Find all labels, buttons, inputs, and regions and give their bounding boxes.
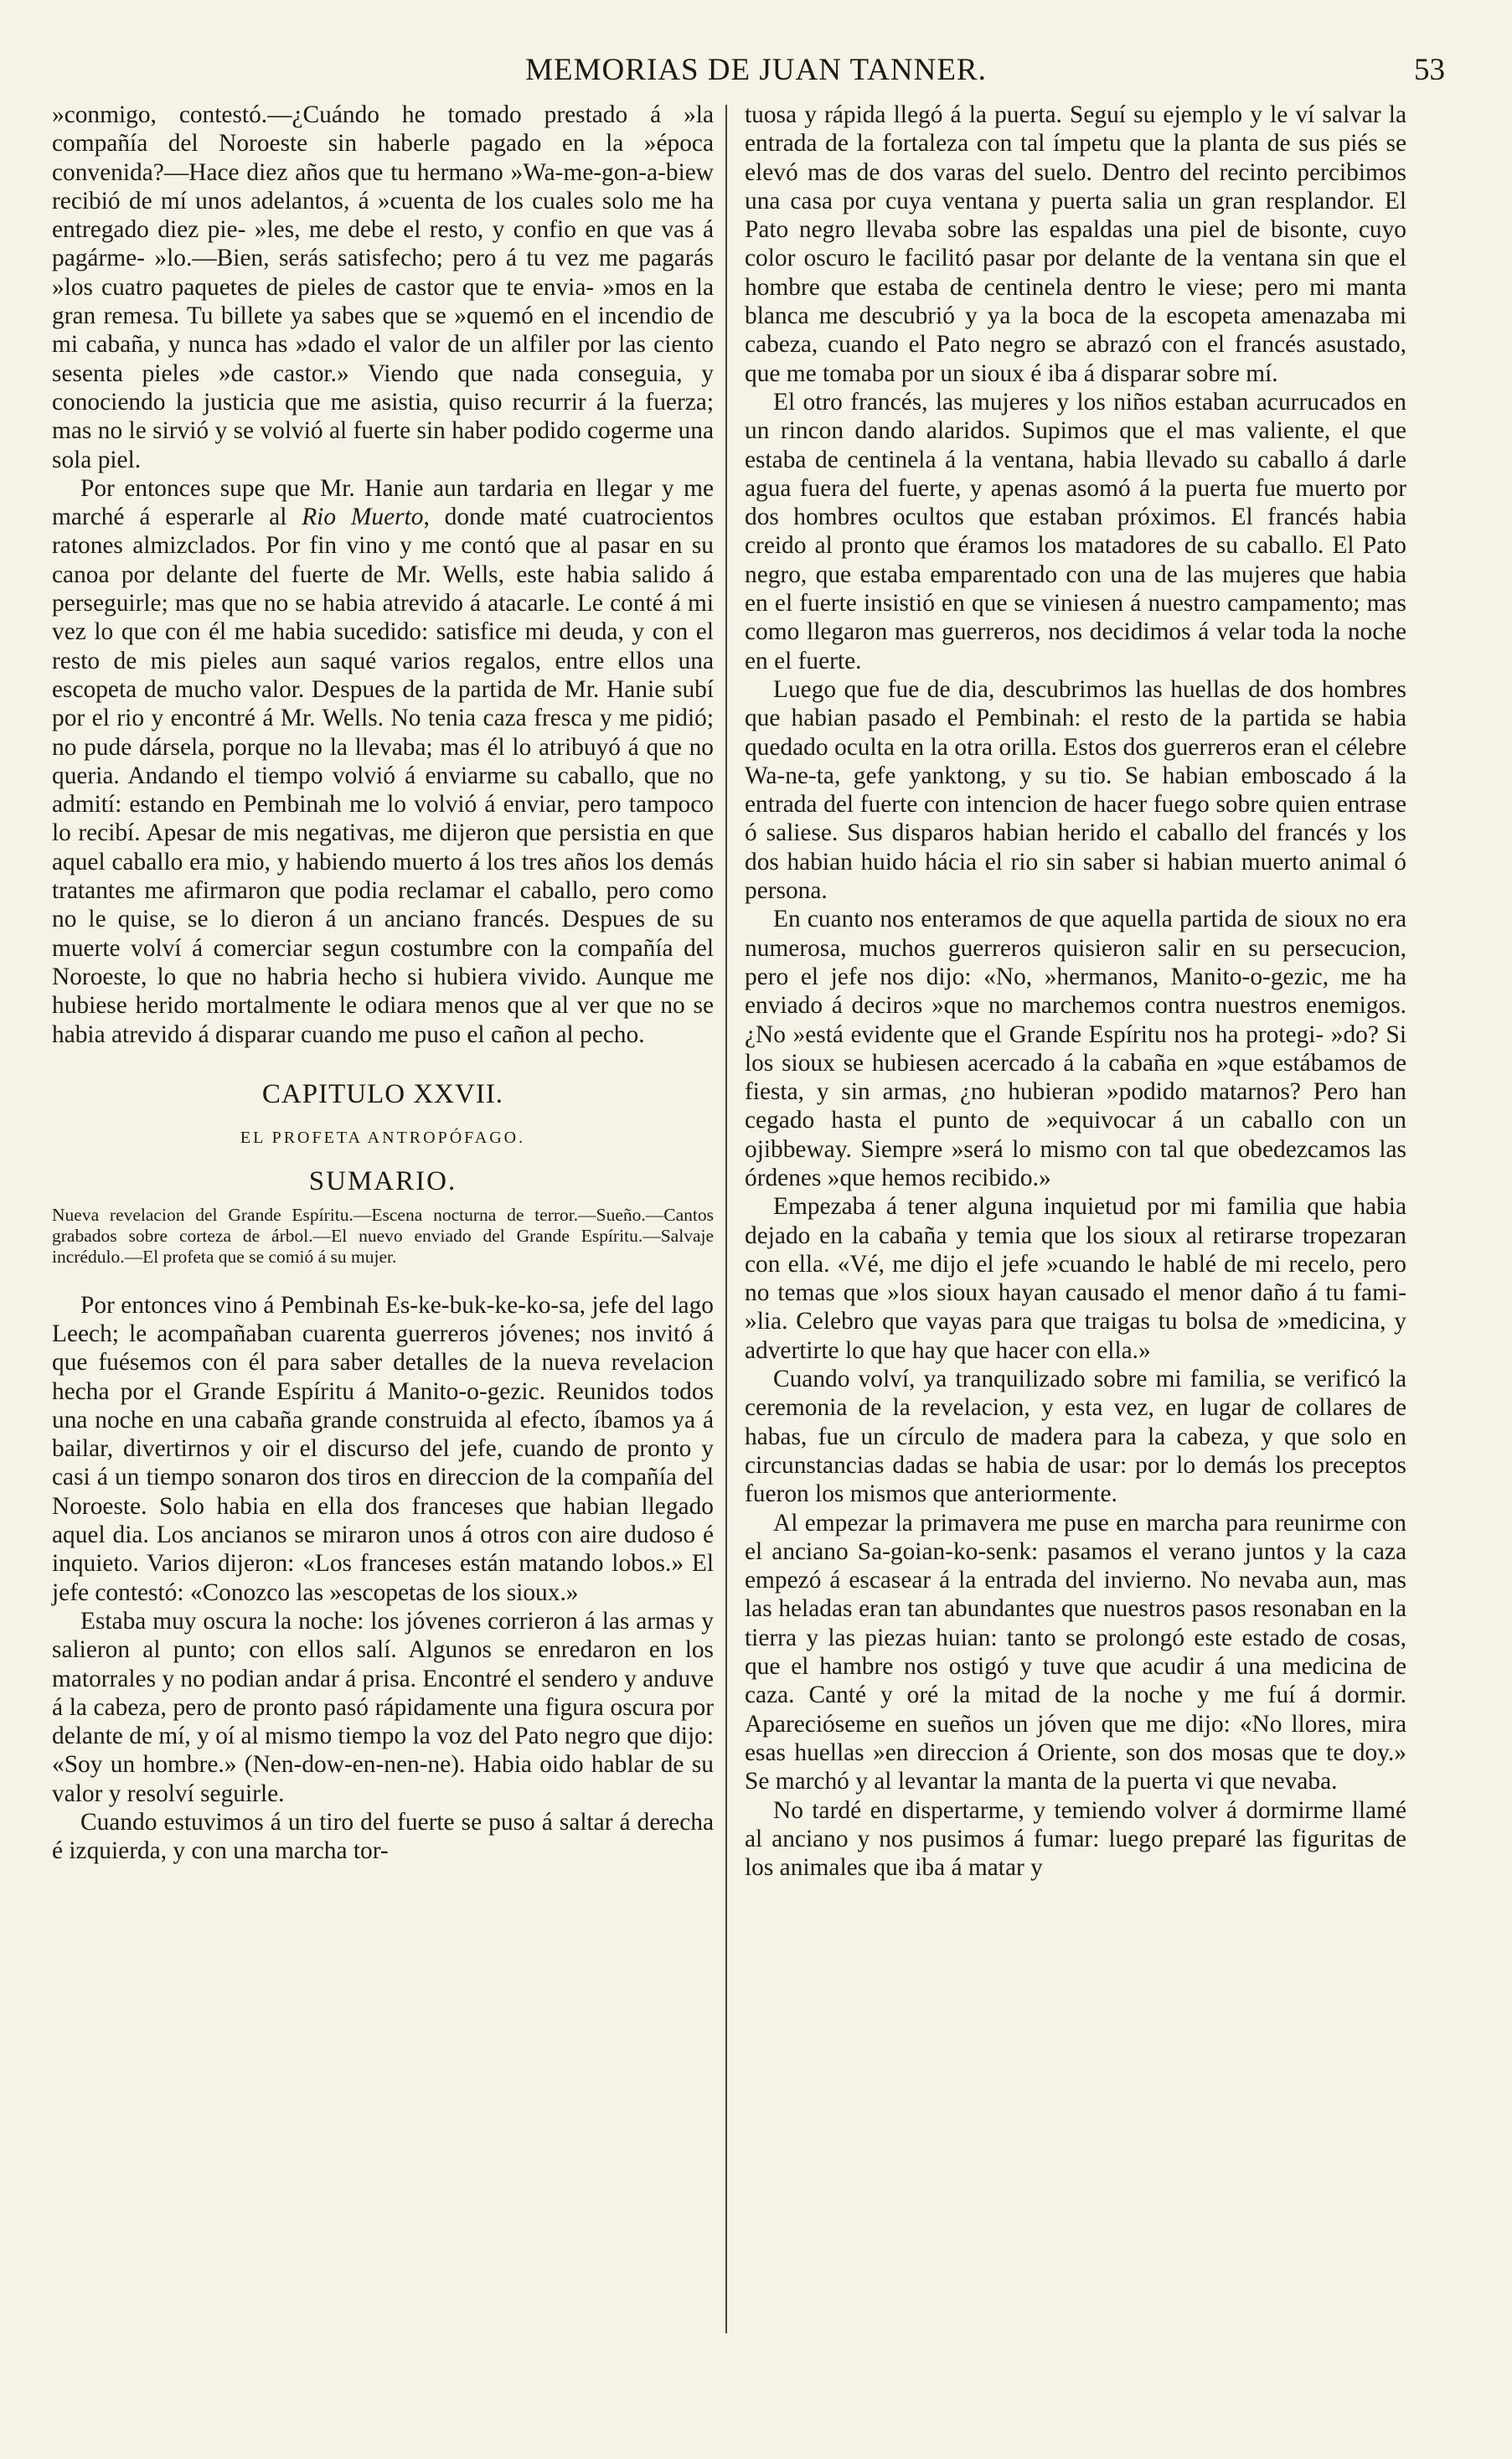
- chapter-title: CAPITULO XXVII.: [261, 1078, 504, 1109]
- paragraph: En cuanto nos enteramos de que aquella partida de sioux no era numerosa, muchos guerreros quisieron salir en su persecucion, pero el jefe nos dijo: «No, »hermanos, Manito-o-gezic, me ha enviado á deciros »que no marchemos contra nuestros enemigos. ¿No »está evidente que el Grande Espíritu nos ha protegi- »do? Si los sioux se hubiesen acercado á la cabaña en »que estábamos de fiesta, y sin armas, ¿no hubieran »podido matarnos? Pero han cegado hasta el punto de »equivocar á un caballo con un ojibbeway. Siempre »será lo mismo con tal que obedezcamos las órdenes »que hemos recibido.»: [745, 906, 1406, 1191]
- paragraph: Por entonces vino á Pembinah Es-ke-buk-ke-ko-sa, jefe del lago Leech; le acompañaban cuarenta guerreros jóvenes; nos invitó á que fuésemos con él para saber detalles de la nueva revelacion hecha por el Grande Espíritu á Manito-o-gezic. Reunidos todos una noche en una cabaña grande construida al efecto, íbamos ya á bailar, divertirnos y oir el discurso del jefe, cuando de pronto y casi á un tiempo sonaron dos tiros en direccion de la compañía del Noroeste. Solo habia en ella dos franceses que habian llegado aquel dia. Los ancianos se miraron unos á otros con aire dudoso é inquieto. Varios dijeron: «Los franceses están matando lobos.» El jefe contestó: «Conozco las »escopetas de los sioux.»: [52, 1291, 714, 1606]
- running-title: MEMORIAS DE JUAN TANNER.: [525, 53, 987, 87]
- paragraph: Al empezar la primavera me puse en marcha para reunirme con el anciano Sa-goian-ko-senk: pasamos el verano juntos y la caza empezó á escasear á la entrada del invierno. No nevaba aun, mas las heladas eran tan abundantes que nuestros pasos resonaban en la tierra y las piezas huian: tanto se prolongó este estado de cosas, que el hambre nos ostigó y tuve que acudir á una medicina de caza. Canté y oré la mitad de la noche y me fuí á dormir. Aparecióseme en sueños un jóven que me dijo: «No llores, mira esas huellas »en direccion á Oriente, son dos mosas que te doy.» Se marchó y al levantar la manta de la puerta vi que nevaba.: [745, 1509, 1406, 1795]
- paragraph: Empezaba á tener alguna inquietud por mi familia que habia dejado en la cabaña y temia que los sioux al retirarse tropezaran con ella. «Vé, me dijo el jefe »cuando le hablé de mi recelo, pero no temas que »los sioux hayan causado el menor daño á tu fami- »lia. Celebro que vayas para que traigas tu bolsa de »medicina, y advertirte lo que hay que hacer con ella.»: [745, 1193, 1406, 1364]
- paragraph: Luego que fue de dia, descubrimos las huellas de dos hombres que habian pasado el Pembinah: el resto de la partida se habia quedado oculta en la otra orilla. Estos dos guerreros eran el célebre Wa-ne-ta, gefe yanktong, y su tio. Se habian emboscado á la entrada del fuerte con intencion de hacer fuego sobre quien entrase ó saliese. Sus disparos habian herido el caballo del francés y los dos habian huido hácia el rio sin saber si habian muerto animal ó persona.: [745, 675, 1406, 905]
- chapter-subtitle: EL PROFETA ANTROPÓFAGO.: [240, 1129, 526, 1148]
- paragraph: »conmigo, contestó.—¿Cuándo he tomado prestado á »la compañía del Noroeste sin haberle pagado en la »época convenida?—Hace diez años que tu hermano »Wa-me-gon-a-biew recibió de mí unos adelantos, á »cuenta de los cuales solo me ha entregado diez pie- »les, me debe el resto, y confio en que vas á pagárme- »lo.—Bien, serás satisfecho; pero á tu vez me pagarás »los cuatro paquetes de pieles de castor que te envia- »mos en la gran remesa. Tu billete ya sabes que se »quemó en el incendio de mi cabaña, y nunca has »dado el valor de un alfiler por las ciento sesenta pieles »de castor.» Viendo que nada conseguia, y conociendo la justicia que me asistia, quiso recurrir á la fuerza; mas no le sirvió y se volvió al fuerte sin haber podido cogerme una sola piel.: [52, 101, 714, 473]
- left-column: [52, 101, 714, 1866]
- paragraph: No tardé en dispertarme, y temiendo volver á dormirme llamé al anciano y nos pusimos á fumar: luego preparé las figuritas de los animales que iba á matar y: [745, 1796, 1406, 1882]
- paragraph: Cuando estuvimos á un tiro del fuerte se puso á saltar á derecha é izquierda, y con una marcha tor-: [52, 1809, 714, 1865]
- right-column: [745, 101, 1406, 1882]
- text-span: Por entonces supe que Mr. Hanie aun tardaria en llegar y me marché á esperarle al: [52, 474, 714, 531]
- summary-title: SUMARIO.: [308, 1166, 457, 1197]
- italic-place-name: Rio Muerto: [302, 504, 424, 531]
- paragraph: [52, 474, 714, 1049]
- paragraph: Estaba muy oscura la noche: los jóvenes corrieron á las armas y salieron al punto; con ellos salí. Algunos se enredaron en los matorrales y no podian andar á prisa. Encontré el sendero y anduve á la cabeza, pero de pronto pasó rápidamente una figura oscura por delante de mí, y oí al mismo tiempo la voz del Pato negro que dijo: «Soy un hombre.» (Nen-dow-en-nen-ne). Habia oido hablar de su valor y resolví seguirle.: [52, 1607, 714, 1807]
- paragraph: Cuando volví, ya tranquilizado sobre mi familia, se verificó la ceremonia de la revelacion, y esta vez, en lugar de collares de habas, fue un círculo de madera para la cabeza, y que solo en circunstancias dadas se habia de usar: por lo demás los preceptos fueron los mismos que anteriormente.: [745, 1366, 1406, 1508]
- paragraph: tuosa y rápida llegó á la puerta. Seguí su ejemplo y le ví salvar la entrada de la fortaleza con tal ímpetu que la planta de sus piés se elevó mas de dos varas del suelo. Dentro del recinto percibimos una casa por cuya ventana y puerta salia un gran resplandor. El Pato negro llevaba sobre las espaldas una piel de bisonte, cuyo color oscuro le facilitó pasar por delante de la ventana sin que el hombre que estaba de centinela dentro le viese; pero mi manta blanca me descubrió y ya la boca de la escopeta amenazaba mi cabeza, cuando el Pato negro se abrazó con el francés asustado, que me tomaba por un sioux é iba á disparar sobre mí.: [745, 101, 1406, 387]
- column-divider: [725, 105, 727, 2333]
- paragraph: El otro francés, las mujeres y los niños estaban acurrucados en un rincon dando alaridos. Supimos que el mas valiente, el que estaba de centinela á la ventana, habia llevado su caballo á darle agua fuera del fuerte, y apenas asomó á la puerta fue muerto por dos hombres ocultos que estaban próximos. El francés habia creido al pronto que éramos los matadores de su caballo. El Pato negro, que estaba emparentado con una de las mujeres que habia en el fuerte insistió en que se viniesen á nuestro campamento; mas como llegaron mas guerreros, nos decidimos á velar toda la noche en el fuerte.: [745, 388, 1406, 674]
- summary-text: Nueva revelacion del Grande Espíritu.—Escena nocturna de terror.—Sueño.—Cantos grabados sobre corteza de árbol.—El nuevo enviado del Grande Espíritu.—Salvaje incrédulo.—El profeta que se comió á su mujer.: [52, 1204, 714, 1267]
- text-span: , donde maté cuatrocientos ratones almizclados. Por fin vino y me contó que al pasar en su canoa por delante del fuerte de Mr. Wells, este habia salido á perseguirle; mas que no se habia atrevido á atacarle. Le conté á mi vez lo que con él me habia sucedido: satisfice mi deuda, y con el resto de mis pieles aun saqué varios regalos, entre ellos una escopeta de mucho valor. Despues de la partida de Mr. Hanie subí por el rio y encontré á Mr. Wells. No tenia caza fresca y me pidió; no pude dársela, porque no la llevaba; mas él lo atribuyó á que no queria. Andando el tiempo volvió á enviarme su caballo, que no admití: estando en Pembinah me lo volvió á enviar, pero tampoco lo recibí. Apesar de mis negativas, me dijeron que persistia en que aquel caballo era mio, y habiendo muerto á los tres años los demás tratantes me afirmaron que podia reclamar el caballo, pero como no le quise, se lo dieron á un anciano francés. Despues de su muerte volví á comerciar segun costumbre con la compañía del Noroeste, lo que no habria hecho si hubiera vivido. Aunque me hubiese herido mortalmente le odiara menos que al ver que no se habia atrevido á disparar cuando me puso el cañon al pecho.: [52, 504, 714, 1048]
- page-header: [50, 52, 1462, 102]
- page-number: 53: [1414, 53, 1445, 87]
